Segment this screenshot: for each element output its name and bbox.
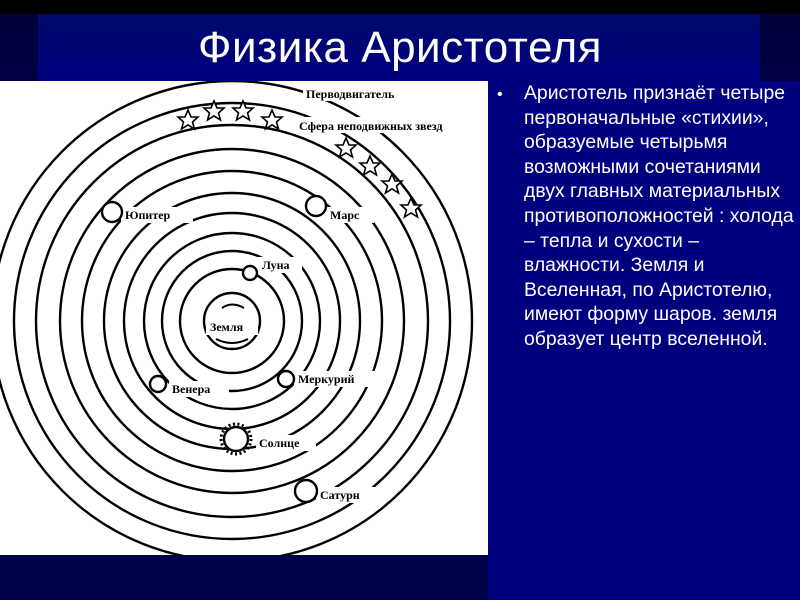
cosmos-diagram	[0, 81, 488, 555]
slide-title: Физика Аристотеля	[198, 23, 602, 72]
moon-label: Луна	[262, 258, 290, 272]
top-band	[0, 0, 800, 14]
label-backgrounds	[121, 85, 488, 503]
cosmos-diagram-svg	[0, 81, 488, 555]
saturn-planet	[295, 480, 317, 502]
prime-mover-label: Перводвигатель	[306, 87, 395, 101]
venus-label: Венера	[172, 382, 211, 396]
star-icon	[262, 110, 282, 129]
jupiter-planet	[102, 202, 122, 222]
venus-planet	[150, 376, 166, 392]
sphere-10	[0, 81, 472, 555]
star-icon	[178, 110, 198, 129]
mercury-planet	[278, 371, 294, 387]
mars-label: Марс	[330, 208, 360, 222]
spheres	[0, 81, 472, 555]
bullet-text: Аристотель признаёт четыре первоначальные «стихии», образуемые четырьмя возможными сочетаниями двух главных материальных противоположностей : холода – тепла и сухости – влажности. Земля и Вселенная, по Аристотелю, имеют форму шаров. земля образует центр вселенной.	[524, 82, 794, 350]
mercury-label: Меркурий	[298, 372, 355, 386]
sun-label: Солнце	[259, 436, 300, 450]
jupiter-label: Юпитер	[125, 208, 171, 222]
saturn-label: Сатурн	[320, 488, 360, 502]
moon-planet	[243, 266, 257, 280]
star-icon	[401, 198, 421, 217]
fixed-stars-label: Сфера неподвижных звезд	[299, 119, 443, 133]
earth-label: Земля	[210, 320, 244, 334]
bullet-marker: •	[497, 86, 503, 103]
mars-planet	[306, 196, 326, 216]
planets	[102, 196, 326, 502]
star-icon	[382, 174, 402, 193]
